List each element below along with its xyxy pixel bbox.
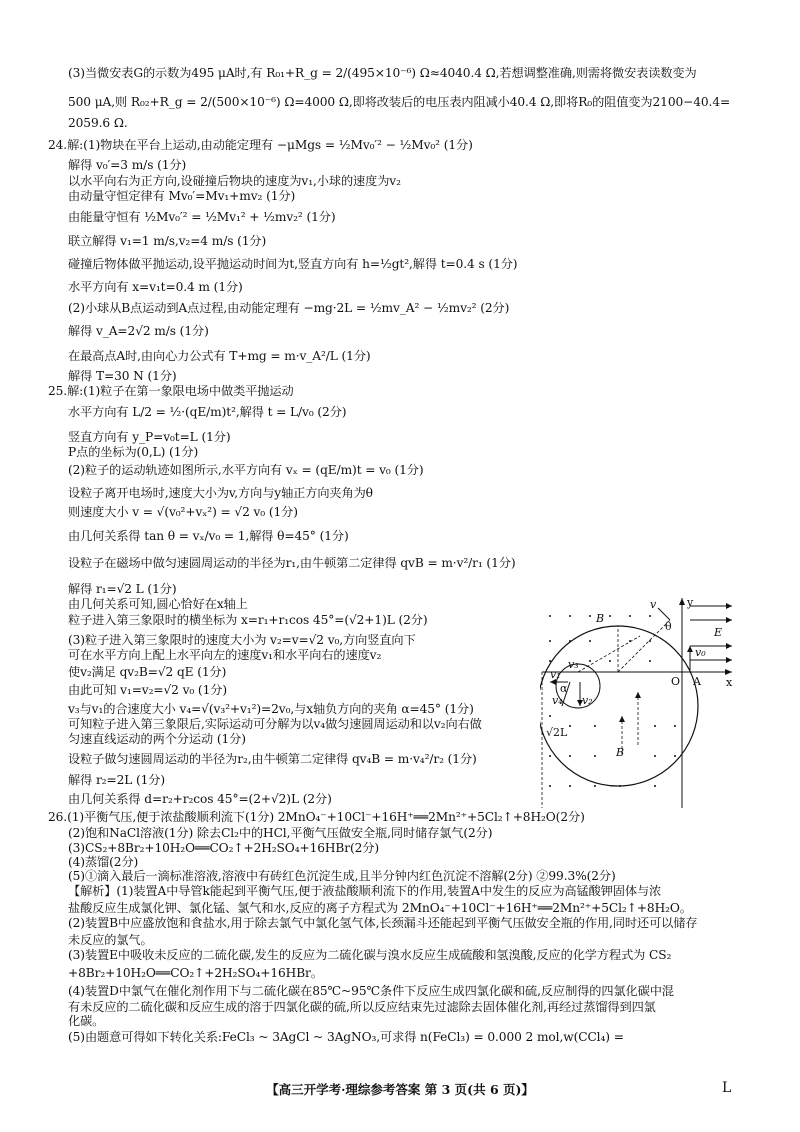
answer-line: P点的坐标为(0,L) (1分) — [68, 445, 199, 459]
v0-label: v₀ — [695, 646, 706, 659]
answer-line: 匀速直线运动的两个分运动 (1分) — [68, 732, 246, 746]
y-axis-label: y — [687, 596, 694, 609]
answer-line: 以水平向右为正方向,设碰撞后物块的速度为v₁,小球的速度为v₂ — [68, 174, 401, 188]
answer-line: (5)由题意可得如下转化关系:FeCl₃ ~ 3AgCl ~ 3AgNO₃,可求得 n(FeCl₃) = 0.000 2 mol,w(CCl₄) = — [68, 1030, 624, 1044]
field-arrow-2-head — [726, 617, 732, 623]
answer-line: 粒子进入第三象限时的横坐标为 x=r₁+r₁cos 45°=(√2+1)L (2分) — [68, 613, 428, 627]
answer-line: (4)装置D中氯气在催化剂作用下与二硫化碳在85℃~95℃条件下反应生成四氯化碳和硫,反应制得的四氯化碳中混 — [68, 984, 674, 998]
answer-line: (3)CS₂+8Br₂+10H₂O══CO₂↑+2H₂SO₄+16HBr(2分) — [68, 841, 380, 855]
answer-line: 设粒子在磁场中做匀速圆周运动的半径为r₁,由牛顿第二定律得 qvB = m·v²/r₁ (1分) — [68, 556, 516, 570]
y-axis-arrow — [679, 598, 685, 605]
answer-line: 水平方向有 x=v₁t=0.4 m (1分) — [68, 280, 243, 294]
answer-line: 设粒子做匀速圆周运动的半径为r₂,由牛顿第二定律得 qv₄B = m·v₄²/r₂ (1分) — [68, 752, 477, 766]
answer-line: 25.解:(1)粒子在第一象限电场中做类平抛运动 — [48, 384, 294, 398]
trajectory-circle — [540, 626, 698, 786]
answer-line: 未反应的氯气。 — [68, 933, 153, 947]
footer-mark: L — [722, 1080, 732, 1096]
answer-line: (2)小球从B点运动到A点过程,由动能定理有 −mg·2L = ½mv_A² − ½mv₂² (2分) — [68, 301, 510, 315]
answer-line: 则速度大小 v = √(v₀²+vₓ²) = √2 v₀ (1分) — [68, 505, 298, 519]
field-arrow-4-head — [726, 657, 732, 663]
answer-line: (5)①滴入最后一滴标准溶液,溶液中有砖红色沉淀生成,且半分钟内红色沉淀不溶解(2分) ②99.3%(2分) — [68, 869, 616, 883]
dashed-line-lower-head — [635, 692, 641, 698]
answer-line: 联立解得 v₁=1 m/s,v₂=4 m/s (1分) — [68, 234, 267, 248]
answer-line: +8Br₂+10H₂O══CO₂↑+2H₂SO₄+16HBr。 — [68, 966, 323, 980]
answer-line: (2)粒子的运动轨迹如图所示,水平方向有 vₓ = (qE/m)t = v₀ (1分) — [68, 463, 424, 477]
answer-line: 由几何关系得 d=r₂+r₂cos 45°=(2+√2)L (2分) — [68, 792, 332, 806]
v2-label: v₂ — [582, 694, 593, 707]
answer-line: (3)装置E中吸收未反应的二硫化碳,发生的反应为二硫化碳与溴水反应生成硫酸和氢溴酸,反应的化学方程式为 CS₂ — [68, 948, 672, 962]
origin-label: O — [671, 675, 681, 688]
v-label: v — [650, 598, 657, 611]
point-a-label: A — [693, 675, 701, 688]
answer-line: 24.解:(1)物块在平台上运动,由动能定理有 −μMgs = ½Mv₀′² − ½Mv₀² (1分) — [48, 138, 473, 152]
answer-line: 由能量守恒有 ½Mv₀′² = ½Mv₁² + ½mv₂² (1分) — [68, 210, 336, 224]
field-arrow-1-head — [726, 603, 732, 609]
answer-line: 有未反应的二硫化碳和反应生成的溶于四氯化碳的硫,所以反应结束先过滤除去固体催化剂,再经过蒸馏得到四氯 — [68, 1000, 656, 1014]
answer-line: (3)当微安表G的示数为495 μA时,有 R₀₁+R_g = 2/(495×10⁻⁶) Ω≈4040.4 Ω,若想调整准确,则需将微安表读数变为 — [68, 66, 697, 80]
answer-line: (3)粒子进入第三象限时的速度大小为 v₂=v=√2 v₀,方向竖直向下 — [68, 633, 416, 647]
answer-line: (2)饱和NaCl溶液(1分) 除去Cl₂中的HCl,平衡气压做安全瓶,同时储存氯气(2分) — [68, 826, 493, 840]
v3-label: v₃ — [568, 658, 579, 671]
answer-line: (4)蒸馏(2分) — [68, 855, 139, 869]
magnetic-field-dots — [549, 615, 676, 787]
theta-label: θ — [665, 620, 672, 633]
answer-line: 解得 v₀′=3 m/s (1分) — [68, 158, 187, 172]
v4-label: v₄ — [552, 694, 563, 707]
answer-line: 设粒子离开电场时,速度大小为v,方向与y轴正方向夹角为θ — [68, 486, 373, 500]
velocity-v0-head — [687, 646, 693, 652]
answer-line: 使v₂满足 qv₂B=√2 qE (1分) — [68, 665, 227, 679]
answer-line: 500 μA,则 R₀₂+R_g = 2/(500×10⁻⁶) Ω=4000 Ω,即将改装后的电压表内阻减小40.4 Ω,即将R₀的阻值变为2100−40.4= — [68, 95, 731, 109]
r2-label: √2L — [546, 726, 568, 739]
x-axis-arrow — [725, 669, 732, 675]
velocity-v-arrow — [658, 608, 670, 620]
answer-line: 2059.6 Ω. — [68, 116, 128, 130]
answer-line: 解得 T=30 N (1分) — [68, 369, 177, 383]
field-arrow-3-head — [726, 643, 732, 649]
dashed-line-lower-2-head — [619, 716, 625, 722]
answer-line: (2)装置B中应盛放饱和食盐水,用于除去氯气中氯化氢气体,长颈漏斗还能起到平衡气压做安全瓶的作用,同时还可以储存 — [68, 916, 698, 930]
v1-label: v₁ — [550, 668, 561, 681]
field-b-lower-label: B — [616, 746, 625, 759]
field-e-label: E — [714, 626, 723, 639]
answer-line: v₃与v₁的合速度大小 v₄=√(v₃²+v₁²)=2v₀,与x轴负方向的夹角 α=45° (1分) — [68, 702, 474, 716]
page-footer: 【高三开学考·理综参考答案 第 3 页(共 6 页)】 — [266, 1082, 534, 1097]
answer-line: 解得 v_A=2√2 m/s (1分) — [68, 324, 209, 338]
answer-line: 化碳。 — [68, 1014, 105, 1028]
radius-line-1 — [618, 620, 670, 672]
answer-line: 由动量守恒定律有 Mv₀′=Mv₁+mv₂ (1分) — [68, 189, 296, 203]
alpha-label: α — [560, 682, 568, 695]
answer-line: 解得 r₂=2L (1分) — [68, 773, 166, 787]
answer-line: 碰撞后物体做平抛运动,设平抛运动时间为t,竖直方向有 h=½gt²,解得 t=0.4 s (1分) — [68, 257, 518, 271]
answer-line: 竖直方向有 y_P=v₀t=L (1分) — [68, 430, 231, 444]
answer-line: 【解析】(1)装置A中导管k能起到平衡气压,便于液盐酸顺利流下的作用,装置A中发生的反应为高锰酸钾固体与浓 — [68, 884, 662, 898]
field-b-upper-label: B — [596, 612, 605, 625]
answer-line: 盐酸反应生成氯化钾、氯化锰、氯气和水,反应的离子方程式为 2MnO₄⁻+10Cl⁻+16H⁺══2Mn²⁺+5Cl₂↑+8H₂O。 — [68, 901, 692, 915]
answer-line: 由此可知 v₁=v₂=√2 v₀ (1分) — [68, 683, 227, 697]
answer-line: 可知粒子进入第三象限后,实际运动可分解为以v₄做匀速圆周运动和以v₂向右做 — [68, 717, 482, 731]
answer-line: 水平方向有 L/2 = ½·(qE/m)t²,解得 t = L/v₀ (2分) — [68, 405, 347, 419]
particle-trajectory-figure — [540, 596, 740, 811]
answer-line: 可在水平方向上配上水平向左的速度v₁和水平向右的速度v₂ — [68, 648, 382, 662]
answer-line: 解得 r₁=√2 L (1分) — [68, 582, 177, 596]
answer-line: 26.(1)平衡气压,便于浓盐酸顺利流下(1分) 2MnO₄⁻+10Cl⁻+16H⁺══2Mn²⁺+5Cl₂↑+8H₂O(2分) — [48, 810, 585, 824]
x-axis-label: x — [726, 676, 733, 689]
answer-line: 由几何关系得 tan θ = vₓ/v₀ = 1,解得 θ=45° (1分) — [68, 529, 349, 543]
answer-line: 在最高点A时,由向心力公式有 T+mg = m·v_A²/L (1分) — [68, 349, 371, 363]
answer-line: 由几何关系可知,圆心恰好在x轴上 — [68, 597, 248, 611]
